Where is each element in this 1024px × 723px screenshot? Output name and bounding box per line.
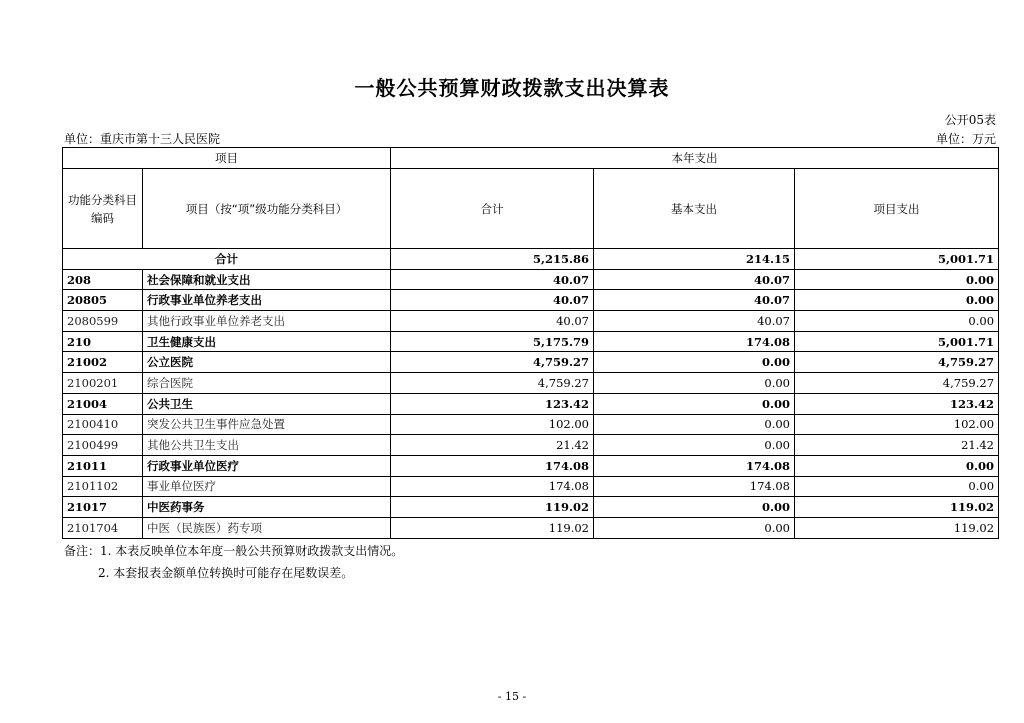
row-name: 行政事业单位医疗 (143, 455, 391, 476)
row-code: 210 (63, 331, 143, 352)
row-code: 208 (63, 269, 143, 290)
row-code: 2080599 (63, 311, 143, 332)
header-year-group: 本年支出 (391, 148, 999, 169)
row-basic: 174.08 (594, 455, 795, 476)
row-project: 5,001.71 (795, 331, 999, 352)
note-2: 2. 本套报表金额单位转换时可能存在尾数误差。 (98, 566, 354, 580)
row-project: 5,001.71 (795, 249, 999, 270)
row-name: 综合医院 (143, 373, 391, 394)
table-row (63, 269, 999, 290)
row-code: 21002 (63, 352, 143, 373)
row-total: 119.02 (391, 497, 594, 518)
row-name: 公立医院 (143, 352, 391, 373)
row-name: 中医（民族医）药专项 (143, 517, 391, 538)
row-total: 40.07 (391, 311, 594, 332)
page-title: 一般公共预算财政拨款支出决算表 (354, 76, 670, 100)
reporting-unit: 单位：重庆市第十三人民医院 (64, 132, 221, 146)
row-basic: 40.07 (594, 311, 795, 332)
row-code: 2100201 (63, 373, 143, 394)
row-code: 21004 (63, 393, 143, 414)
row-total: 40.07 (391, 269, 594, 290)
row-name: 公共卫生 (143, 393, 391, 414)
header-project-col: 项目支出 (795, 169, 999, 249)
row-name: 合计 (63, 249, 391, 270)
row-name: 事业单位医疗 (143, 476, 391, 497)
row-total: 21.42 (391, 435, 594, 456)
row-total: 40.07 (391, 290, 594, 311)
row-basic: 174.08 (594, 331, 795, 352)
row-basic: 0.00 (594, 393, 795, 414)
row-basic: 40.07 (594, 269, 795, 290)
header-item-group: 项目 (63, 148, 391, 169)
table-row (63, 373, 999, 394)
row-name: 行政事业单位养老支出 (143, 290, 391, 311)
table-body (63, 249, 999, 539)
row-code: 21017 (63, 497, 143, 518)
row-basic: 0.00 (594, 373, 795, 394)
row-total: 119.02 (391, 517, 594, 538)
row-basic: 40.07 (594, 290, 795, 311)
row-project: 0.00 (795, 269, 999, 290)
currency-unit: 单位：万元 (935, 132, 996, 146)
row-project: 119.02 (795, 497, 999, 518)
row-total: 174.08 (391, 476, 594, 497)
row-code: 2101102 (63, 476, 143, 497)
row-total: 102.00 (391, 414, 594, 435)
row-name: 卫生健康支出 (143, 331, 391, 352)
table-row (63, 455, 999, 476)
row-basic: 214.15 (594, 249, 795, 270)
table-row (63, 311, 999, 332)
row-project: 21.42 (795, 435, 999, 456)
table-row (63, 414, 999, 435)
row-code: 2101704 (63, 517, 143, 538)
page-number: - 15 - (497, 690, 527, 703)
table-row (63, 331, 999, 352)
note-1: 备注：1. 本表反映单位本年度一般公共预算财政拨款支出情况。 (64, 544, 404, 558)
row-name: 中医药事务 (143, 497, 391, 518)
row-project: 123.42 (795, 393, 999, 414)
form-number: 公开05表 (944, 113, 996, 127)
row-name: 其他行政事业单位养老支出 (143, 311, 391, 332)
row-total: 4,759.27 (391, 373, 594, 394)
row-total: 5,215.86 (391, 249, 594, 270)
row-code: 21011 (63, 455, 143, 476)
row-code: 2100410 (63, 414, 143, 435)
row-total: 174.08 (391, 455, 594, 476)
header-code-col: 功能分类科目编码 (63, 169, 143, 249)
row-basic: 0.00 (594, 414, 795, 435)
row-total: 123.42 (391, 393, 594, 414)
row-total: 4,759.27 (391, 352, 594, 373)
header-total-col: 合计 (391, 169, 594, 249)
table-row (63, 435, 999, 456)
table-row (63, 352, 999, 373)
row-basic: 174.08 (594, 476, 795, 497)
table-row (63, 476, 999, 497)
table-row (63, 249, 999, 270)
row-project: 119.02 (795, 517, 999, 538)
row-name: 其他公共卫生支出 (143, 435, 391, 456)
row-project: 102.00 (795, 414, 999, 435)
table-row (63, 290, 999, 311)
table-row (63, 517, 999, 538)
expenditure-table (62, 147, 999, 539)
row-basic: 0.00 (594, 352, 795, 373)
row-project: 0.00 (795, 290, 999, 311)
row-code: 2100499 (63, 435, 143, 456)
row-project: 0.00 (795, 311, 999, 332)
header-basic-col: 基本支出 (594, 169, 795, 249)
row-total: 5,175.79 (391, 331, 594, 352)
row-basic: 0.00 (594, 517, 795, 538)
row-name: 突发公共卫生事件应急处置 (143, 414, 391, 435)
row-project: 0.00 (795, 476, 999, 497)
row-code: 20805 (63, 290, 143, 311)
row-project: 4,759.27 (795, 352, 999, 373)
row-project: 0.00 (795, 455, 999, 476)
row-basic: 0.00 (594, 497, 795, 518)
table-row (63, 497, 999, 518)
row-project: 4,759.27 (795, 373, 999, 394)
row-name: 社会保障和就业支出 (143, 269, 391, 290)
row-basic: 0.00 (594, 435, 795, 456)
table-row (63, 393, 999, 414)
header-name-col: 项目（按“项”级功能分类科目） (143, 169, 391, 249)
